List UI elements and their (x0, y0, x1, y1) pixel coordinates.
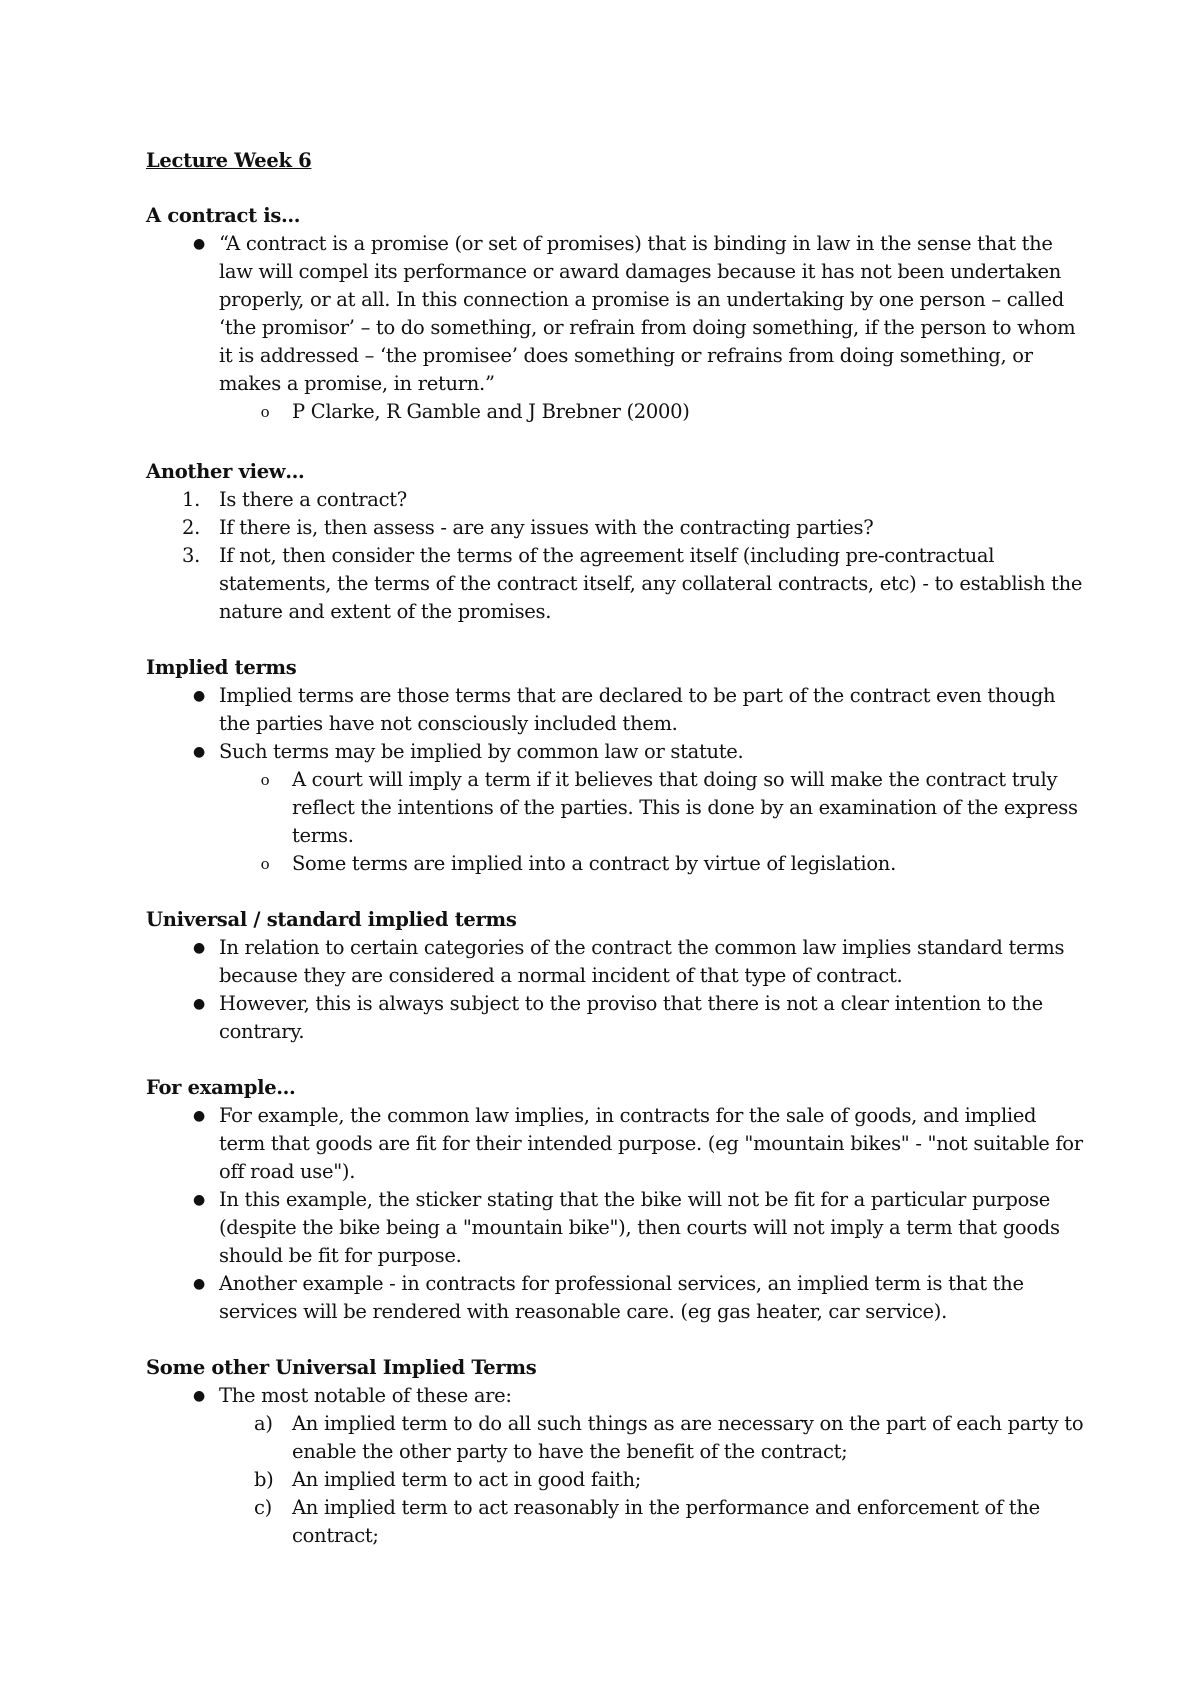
numbered-item (146, 542, 1086, 626)
section-contract (146, 202, 1086, 426)
item-text: In relation to certain categories of the contract the common law implies standard terms because they are considered a normal incident of that type of contract. (219, 936, 1065, 987)
bullet-icon: ● (193, 940, 205, 956)
bullet-icon: ● (193, 1192, 205, 1208)
list-item (146, 990, 1086, 1046)
item-text: The most notable of these are: (219, 1384, 512, 1407)
item-text: If not, then consider the terms of the agreement itself (including pre-contractual statements, the terms of the contract itself, any collateral contracts, etc) - to establish the nature and extent of the promises. (219, 544, 1083, 623)
item-text: An implied term to do all such things as are necessary on the part of each party to enable the other party to have the benefit of the contract; (292, 1412, 1084, 1463)
section-other-universal-terms (146, 1354, 1086, 1550)
bullet-icon: ● (193, 996, 205, 1012)
numbered-item (146, 486, 1086, 514)
section-universal-terms (146, 906, 1086, 1046)
list-item (146, 1270, 1086, 1326)
item-text: Implied terms are those terms that are declared to be part of the contract even though the parties have not consciously included them. (219, 684, 1056, 735)
bullet-icon: ● (193, 744, 205, 760)
section-for-example (146, 1074, 1086, 1326)
circle-bullet-icon: o (260, 771, 270, 789)
section-heading: Implied terms (146, 656, 297, 679)
list-item (146, 1186, 1086, 1270)
item-text: Is there a contract? (219, 488, 407, 511)
lettered-item (146, 1410, 1086, 1466)
item-letter: c) (254, 1496, 272, 1519)
sub-list-item (146, 766, 1086, 850)
section-heading: For example… (146, 1076, 296, 1099)
circle-bullet-icon: o (260, 855, 270, 873)
lettered-item (146, 1494, 1086, 1550)
item-number: 2. (182, 516, 201, 539)
item-number: 3. (182, 544, 201, 567)
item-text: An implied term to act reasonably in the performance and enforcement of the contract; (292, 1496, 1040, 1547)
item-text: However, this is always subject to the proviso that there is not a clear intention to the contrary. (219, 992, 1043, 1043)
section-implied-terms (146, 654, 1086, 878)
item-text: Some terms are implied into a contract by virtue of legislation. (292, 852, 896, 875)
circle-bullet-icon: o (260, 403, 270, 421)
item-text: Another example - in contracts for professional services, an implied term is that the services will be rendered with reasonable care. (eg gas heater, car service). (219, 1272, 1024, 1323)
item-letter: b) (254, 1468, 274, 1491)
list-item (146, 934, 1086, 990)
lettered-item (146, 1466, 1086, 1494)
list-item (146, 1382, 1086, 1410)
section-heading: Universal / standard implied terms (146, 908, 517, 931)
sub-list-item (146, 850, 1086, 878)
section-heading: Another view… (146, 460, 305, 483)
item-text: An implied term to act in good faith; (292, 1468, 642, 1491)
list-item (146, 682, 1086, 738)
sub-list-item (146, 398, 1086, 426)
numbered-item (146, 514, 1086, 542)
section-another-view (146, 458, 1086, 626)
page-title: Lecture Week 6 (146, 149, 312, 172)
contract-quote: “A contract is a promise (or set of promises) that is binding in law in the sense that the law will compel its performance or award damages because it has not been undertaken properly, or at all. In this connection a promise is an undertaking by one person – called ‘the promisor’ – to do something, or refrain from doing something, if the person to whom it is addressed – ‘the promisee’ does something or refrains from doing something, or makes a promise, in return.” (219, 232, 1076, 395)
list-item (146, 1102, 1086, 1186)
section-heading: A contract is… (146, 204, 301, 227)
bullet-icon: ● (193, 688, 205, 704)
item-text: A court will imply a term if it believes that doing so will make the contract truly reflect the intentions of the parties. This is done by an examination of the express terms. (292, 768, 1078, 847)
item-text: For example, the common law implies, in contracts for the sale of goods, and implied term that goods are fit for their intended purpose. (eg "mountain bikes" - "not suitable for off road use"). (219, 1104, 1083, 1183)
bullet-icon: ● (193, 1276, 205, 1292)
bullet-icon: ● (193, 1388, 205, 1404)
list-item (146, 738, 1086, 766)
item-number: 1. (182, 488, 201, 511)
bullet-icon: ● (193, 1108, 205, 1124)
citation: P Clarke, R Gamble and J Brebner (2000) (292, 400, 690, 423)
item-text: Such terms may be implied by common law or statute. (219, 740, 744, 763)
item-text: In this example, the sticker stating that the bike will not be fit for a particular purpose (despite the bike being a "mountain bike"), then courts will not imply a term that goods should be fit for purpose. (219, 1188, 1060, 1267)
item-letter: a) (254, 1412, 273, 1435)
section-heading: Some other Universal Implied Terms (146, 1356, 537, 1379)
list-item (146, 230, 1086, 398)
item-text: If there is, then assess - are any issues with the contracting parties? (219, 516, 874, 539)
bullet-icon: ● (193, 236, 205, 252)
